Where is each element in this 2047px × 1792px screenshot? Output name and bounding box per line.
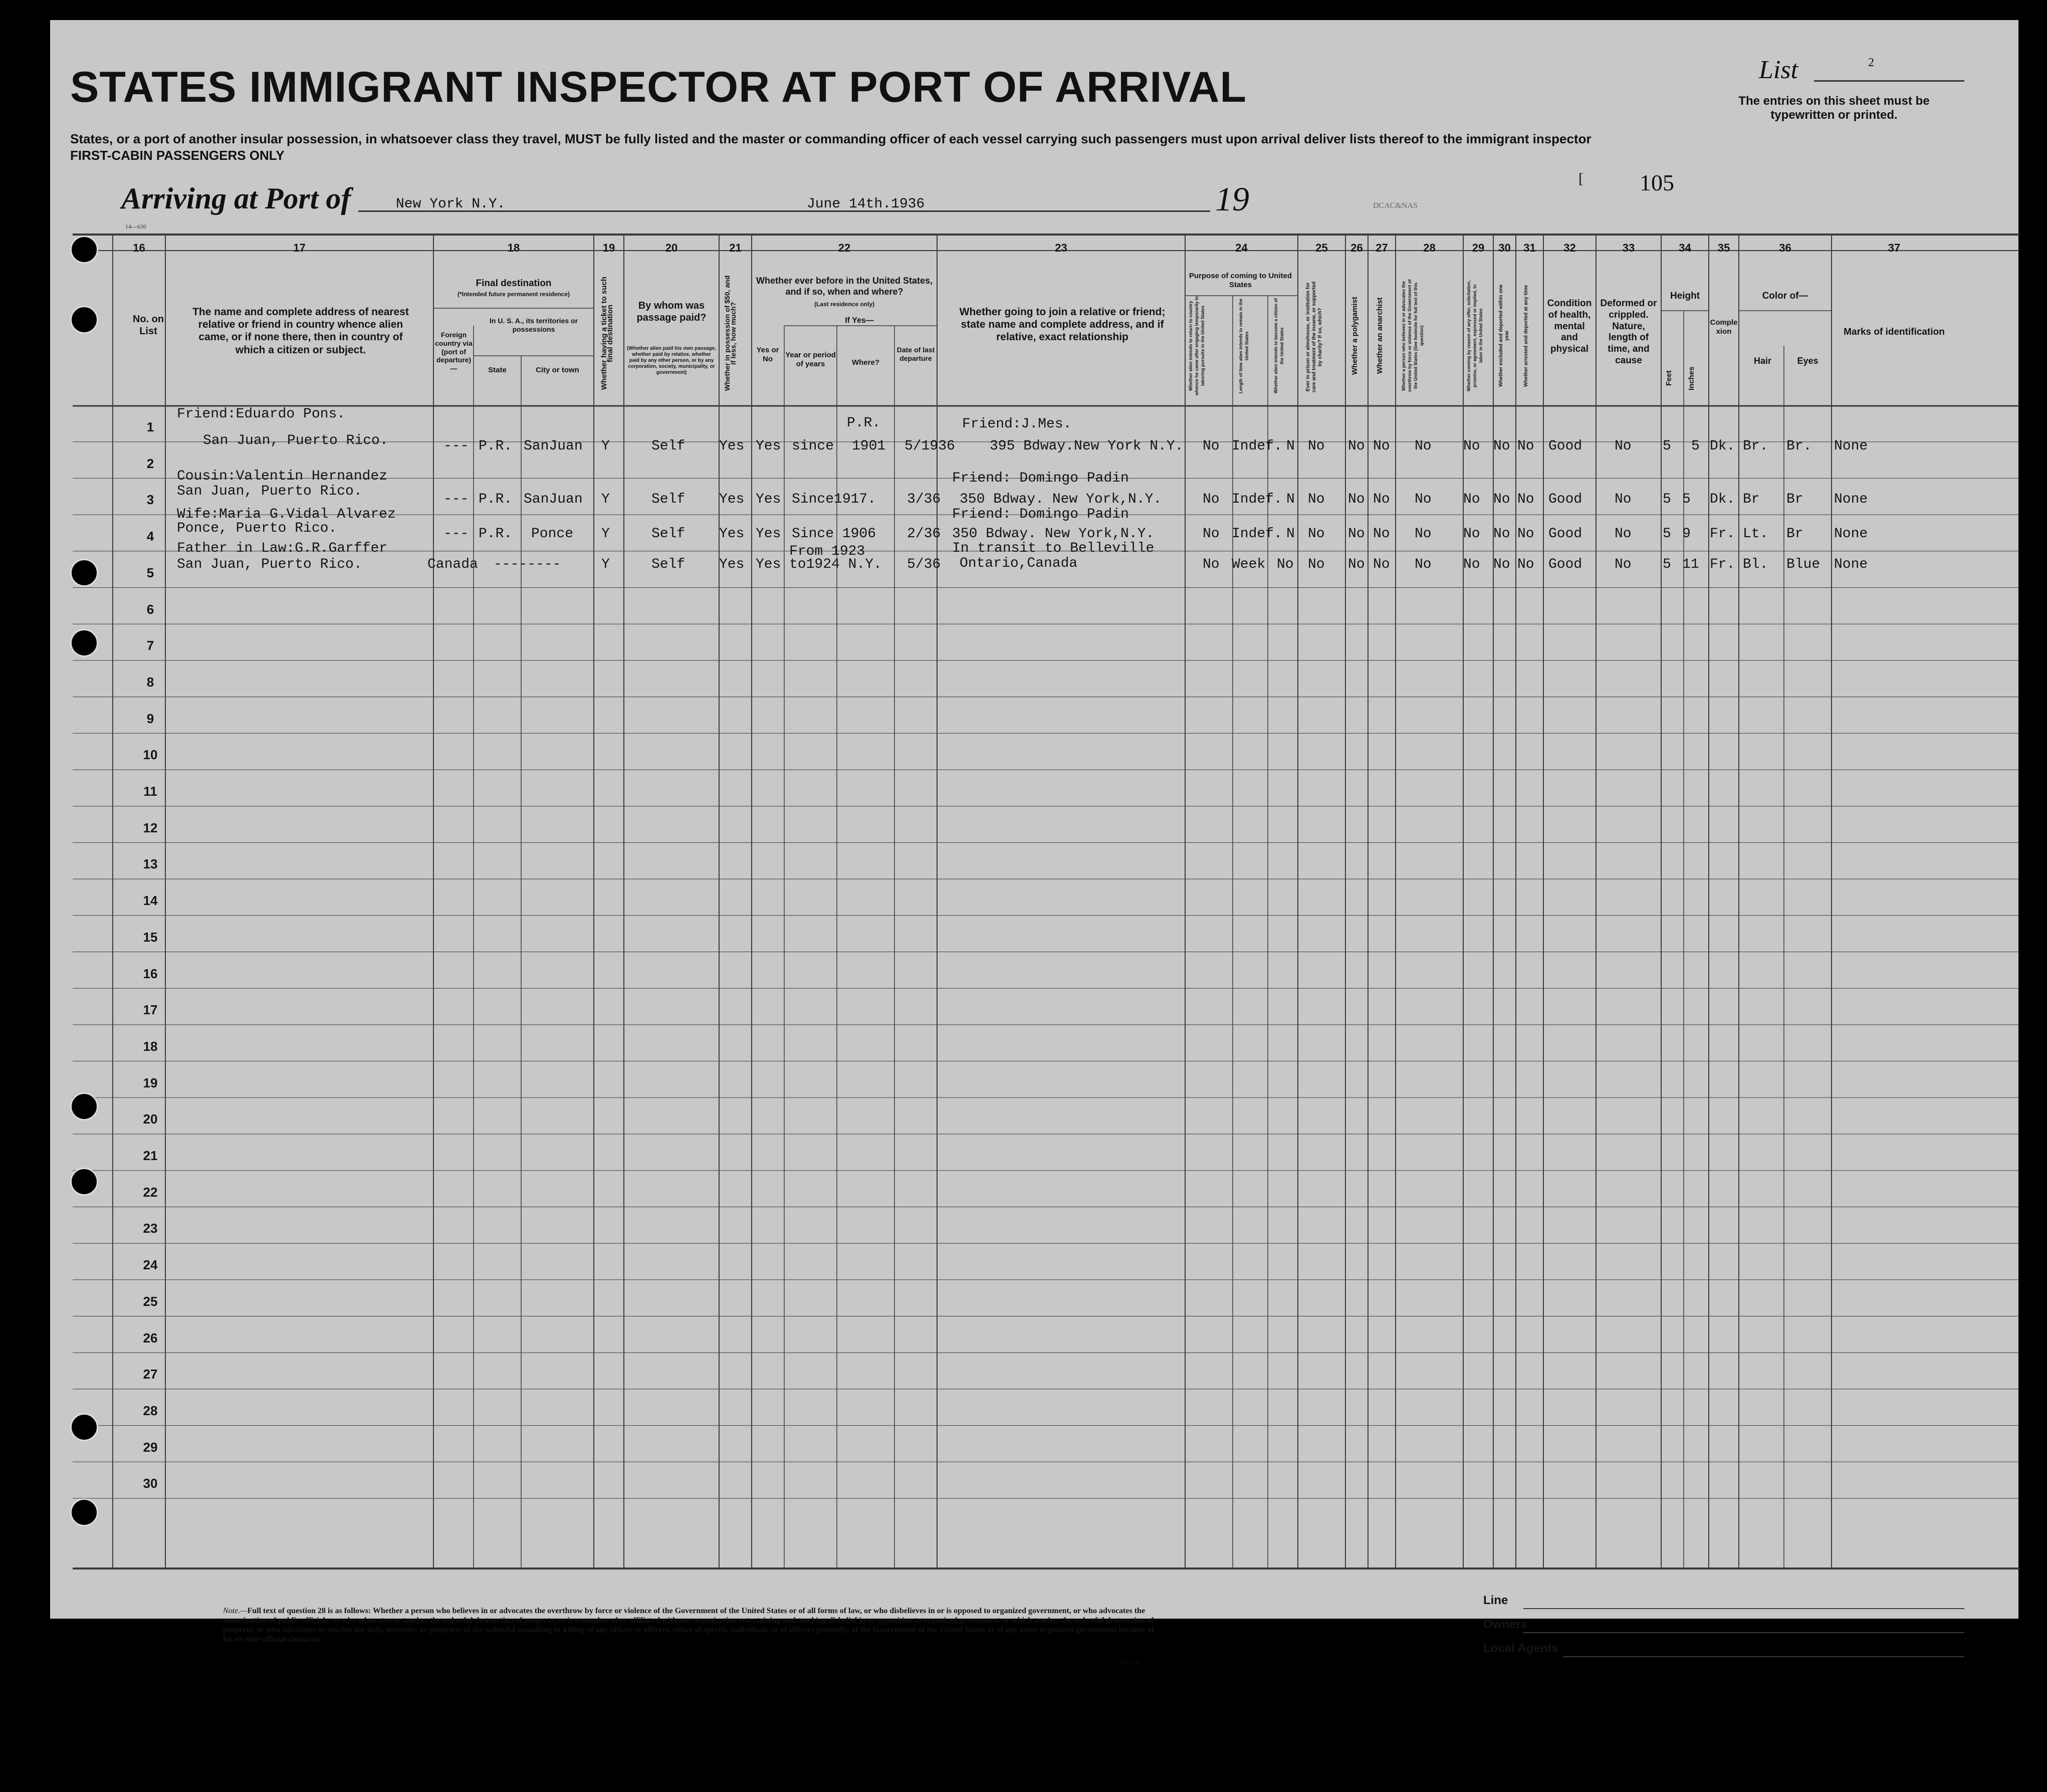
row2-hair: Br xyxy=(1743,492,1760,507)
row1-p24a: No xyxy=(1203,438,1220,454)
faint-stamp: DCAC&NAS xyxy=(1373,201,1418,210)
row4-p24c: No xyxy=(1277,557,1294,572)
row3-c30: No xyxy=(1493,526,1510,542)
colnum-25: 25 xyxy=(1315,242,1328,254)
form-number-top: 14—630 xyxy=(125,223,146,230)
row4-marks: None xyxy=(1834,557,1868,572)
row4-c28: No xyxy=(1415,557,1432,572)
row1-fifty: Yes xyxy=(719,438,745,454)
row4-eyes: Blue xyxy=(1786,557,1821,572)
row-number: 11 xyxy=(143,784,157,799)
row3-health: Good xyxy=(1548,526,1582,542)
owners-label: Owners xyxy=(1483,1618,1528,1631)
row2-c26: No xyxy=(1348,492,1365,507)
colnum-34: 34 xyxy=(1679,242,1691,254)
row3-c31: No xyxy=(1517,526,1534,542)
row1-health: Good xyxy=(1548,438,1582,454)
header-ever-before-note: (Last residence only) xyxy=(814,301,875,308)
colnum-27: 27 xyxy=(1376,242,1388,254)
row2-c31: No xyxy=(1517,492,1534,507)
row3-c25: No xyxy=(1308,526,1325,542)
header-purpose-a: Whether alien intends to return to country whence he came after engaging temporarily in laboring pursuits in the United States xyxy=(1188,296,1205,396)
row3-c29: No xyxy=(1463,526,1480,542)
row-number: 15 xyxy=(143,929,158,945)
row3-foreign: --- xyxy=(443,526,469,542)
row2-health: Good xyxy=(1548,492,1582,507)
header-passage-paid: By whom was passage paid? xyxy=(636,300,707,323)
row-number: 7 xyxy=(146,638,154,653)
row2-p24c: N xyxy=(1286,492,1295,507)
row4-c29: No xyxy=(1463,557,1480,572)
colnum-35: 35 xyxy=(1717,242,1730,254)
row4-ticket: Y xyxy=(601,557,610,572)
row2-join-address: 350 Bdway. New York,N.Y. xyxy=(960,492,1162,507)
row1-complexion: Dk. xyxy=(1710,438,1735,454)
row2-state: P.R. xyxy=(479,492,513,507)
list-label: List xyxy=(1759,56,1798,84)
header-eyes: Eyes xyxy=(1797,356,1818,366)
header-ever-before: Whether ever before in the United States, and if so, when and where? xyxy=(756,276,933,297)
row2-c28: No xyxy=(1415,492,1432,507)
row2-c27: No xyxy=(1373,492,1390,507)
row2-c30: No xyxy=(1493,492,1510,507)
row2-fifty: Yes xyxy=(719,492,745,507)
row1-c30: No xyxy=(1493,438,1510,454)
row3-p24a: No xyxy=(1203,526,1220,542)
header-last-departure: Date of last departure xyxy=(896,346,935,362)
row-number: 20 xyxy=(143,1111,158,1127)
row2-relative-name: Cousin:Valentin Hernandez xyxy=(177,469,388,484)
row1-feet: 5 xyxy=(1663,438,1671,454)
row-number: 6 xyxy=(146,601,154,617)
header-fifty-dollars: Whether in possession of $50, and if less, how much? xyxy=(723,275,737,391)
row3-complexion: Fr. xyxy=(1710,526,1735,542)
binder-hole xyxy=(70,306,98,334)
footnote-text: Full text of question 28 is as follows: Whether a person who believes in or advocates the overthrow by force or violence of the Government of the United States or of all forms of law, or who disbelieves in or is opposed to organized government, or who advocates the assassination of public officials, or who advocates or teaches the unlawful destruction of property, or is a member of or affiliated with any organization entertaining and teaching disbelief in or opposition to organized government or which teaches the unlawful destruction of property, or who advocates or teaches the duty, necessity, or propriety of the unlawful assaulting or killing of any officer or officers, either of specific individuals or of officers generally, of the Government of the United States or of any other organized government because of his or their official character. xyxy=(223,1607,1155,1644)
row4-join-name: In transit to Belleville xyxy=(952,541,1155,556)
colnum-23: 23 xyxy=(1055,242,1067,254)
row3-join-name: Friend: Domingo Padin xyxy=(952,507,1129,522)
row-number: 26 xyxy=(143,1330,158,1346)
row4-complexion: Fr. xyxy=(1710,557,1735,572)
row3-deformed: No xyxy=(1615,526,1632,542)
binder-hole xyxy=(70,559,98,587)
row1-c27: No xyxy=(1373,438,1390,454)
row1-c31: No xyxy=(1517,438,1534,454)
row-number: 2 xyxy=(146,456,154,471)
header-foreign-country: Foreign country via (port of departure)— xyxy=(435,331,473,373)
header-nearest-relative: The name and complete address of nearest relative or friend in country whence alien came, or if none there, then in country of which a citizen or subject. xyxy=(192,306,409,356)
row1-c25: No xyxy=(1308,438,1325,454)
row-number: 29 xyxy=(143,1439,158,1455)
row4-hair: Bl. xyxy=(1743,557,1768,572)
row4-c25: No xyxy=(1308,557,1325,572)
header-color-of: Color of— xyxy=(1762,291,1808,301)
typewritten-notice: The entries on this sheet must be typewritten or printed. xyxy=(1738,94,1930,122)
row3-inches: 9 xyxy=(1682,526,1691,542)
row2-paid: Self xyxy=(651,492,686,507)
row2-before: Yes xyxy=(756,492,781,507)
row2-c29: No xyxy=(1463,492,1480,507)
row1-hair: Br. xyxy=(1743,438,1768,454)
row-number: 18 xyxy=(143,1038,158,1054)
row2-period: Since1917. xyxy=(792,492,876,507)
header-complexion: Complexion xyxy=(1710,318,1738,336)
form-number-bottom: 14—630 xyxy=(1120,1659,1141,1666)
header-health: Condition of health, mental and physical xyxy=(1547,298,1592,355)
row3-marks: None xyxy=(1834,526,1868,542)
row2-foreign: --- xyxy=(443,492,469,507)
row3-hair: Lt. xyxy=(1743,526,1768,542)
row3-paid: Self xyxy=(651,526,686,542)
row-number: 9 xyxy=(146,711,154,726)
row2-city: SanJuan xyxy=(524,492,583,507)
header-final-destination-note: (*Intended future permanent residence) xyxy=(457,291,570,298)
colnum-20: 20 xyxy=(665,242,678,254)
header-state: State xyxy=(488,366,507,374)
arriving-label: Arriving at Port of xyxy=(121,182,351,215)
row1-ticket: Y xyxy=(601,438,610,454)
row1-foreign: --- xyxy=(443,438,469,454)
header-feet: Feet xyxy=(1665,370,1673,386)
row3-eyes: Br xyxy=(1786,526,1803,542)
binder-hole xyxy=(70,629,98,657)
header-no-on-list: No. on List xyxy=(132,314,164,337)
colnum-26: 26 xyxy=(1350,242,1363,254)
row-number: 22 xyxy=(143,1184,158,1200)
row-number: 30 xyxy=(143,1476,158,1491)
row-number: 27 xyxy=(143,1367,158,1382)
row-number: 19 xyxy=(143,1075,158,1090)
row1-join-address: 395 Bdway.New York N.Y. xyxy=(990,438,1184,454)
row2-lastdep: 3/36 xyxy=(907,492,941,507)
row4-paid: Self xyxy=(651,557,686,572)
row4-period: From 1923 xyxy=(789,544,865,559)
row1-c26: No xyxy=(1348,438,1365,454)
row-number: 5 xyxy=(146,565,154,580)
row1-relative-name: Friend:Eduardo Pons. xyxy=(177,406,346,422)
row-number: 25 xyxy=(143,1293,158,1309)
header-in-usa: In U. S. A., its territories or possessions xyxy=(489,317,578,333)
row-number: 17 xyxy=(143,1002,158,1018)
row-number: 10 xyxy=(143,747,158,763)
row4-feet: 5 xyxy=(1663,557,1671,572)
header-ticket: Whether having a ticket to such final destination xyxy=(600,277,614,390)
row1-inches: 5 xyxy=(1691,438,1700,454)
row2-deformed: No xyxy=(1615,492,1632,507)
row1-city: SanJuan xyxy=(524,438,583,454)
footnote-label: Note.— xyxy=(223,1607,248,1615)
row4-p24a: No xyxy=(1203,557,1220,572)
colnum-17: 17 xyxy=(293,242,306,254)
cabin-class-label: FIRST-CABIN PASSENGERS ONLY xyxy=(70,148,285,163)
row2-join-name: Friend: Domingo Padin xyxy=(952,471,1129,486)
page-title: STATES IMMIGRANT INSPECTOR AT PORT OF ARRIVAL xyxy=(70,63,1247,111)
row4-relative-name: Father in Law:G.R.Garffer xyxy=(177,541,388,556)
binder-hole xyxy=(70,1413,98,1441)
row4-relative-address: San Juan, Puerto Rico. xyxy=(177,557,362,572)
row3-relative-address: Ponce, Puerto Rico. xyxy=(177,521,337,536)
row1-c29: No xyxy=(1463,438,1480,454)
row2-c25: No xyxy=(1308,492,1325,507)
header-excluded: Whether excluded and deported within one year xyxy=(1498,284,1510,387)
colnum-19: 19 xyxy=(602,242,615,254)
row-number: 16 xyxy=(143,966,158,981)
row1-p24b: Indef. xyxy=(1232,438,1282,454)
row4-period-to: to1924 N.Y. xyxy=(789,557,882,572)
header-final-destination: Final destination xyxy=(476,278,552,289)
colnum-22: 22 xyxy=(838,242,851,254)
row3-p24b: Indef. xyxy=(1232,526,1282,542)
header-passage-paid-note: (Whether alien paid his own passage, whether paid by relative, whether paid by any other person, or by any corporation, society, municipality, or government) xyxy=(627,346,716,375)
row2-marks: None xyxy=(1834,492,1868,507)
header-if-yes: If Yes— xyxy=(845,316,874,325)
colnum-21: 21 xyxy=(729,242,742,254)
row2-ticket: Y xyxy=(601,492,610,507)
colnum-16: 16 xyxy=(133,242,145,254)
row1-state: P.R. xyxy=(479,438,513,454)
header-deformed: Deformed or crippled. Nature, length of time, and cause xyxy=(1600,298,1657,366)
row4-join-address: Ontario,Canada xyxy=(960,556,1078,571)
colnum-28: 28 xyxy=(1423,242,1436,254)
row4-c30: No xyxy=(1493,557,1510,572)
line-label: Line xyxy=(1483,1594,1508,1607)
row4-c31: No xyxy=(1517,557,1534,572)
row3-c26: No xyxy=(1348,526,1365,542)
row3-city: Ponce xyxy=(531,526,574,542)
header-anarchist: Whether an anarchist xyxy=(1376,297,1384,374)
row4-foreign: Canada xyxy=(427,557,478,572)
row-number: 3 xyxy=(146,492,154,508)
row-number: 28 xyxy=(143,1403,158,1418)
row2-relative-address: San Juan, Puerto Rico. xyxy=(177,484,362,499)
row1-c28: No xyxy=(1415,438,1432,454)
row4-state: -------- xyxy=(494,557,561,572)
header-going-to-join: Whether going to join a relative or friend; state name and complete address, and if relative, exact relationship xyxy=(959,306,1166,343)
date-value: June 14th.1936 xyxy=(807,196,925,212)
row1-before: Yes xyxy=(756,438,781,454)
year-prefix: 19 xyxy=(1215,180,1249,218)
header-purpose: Purpose of coming to United States xyxy=(1189,272,1292,289)
binder-hole xyxy=(70,236,98,264)
row4-p24b: Week xyxy=(1232,557,1266,572)
header-period: Year or period of years xyxy=(785,351,836,368)
row3-feet: 5 xyxy=(1663,526,1671,542)
row1-where-top: P.R. xyxy=(847,415,881,431)
port-value: New York N.Y. xyxy=(396,196,506,212)
header-yes-or-no: Yes or No xyxy=(756,346,779,363)
local-agents-label: Local Agents xyxy=(1483,1642,1558,1655)
row1-paid: Self xyxy=(651,438,686,454)
row-number: 8 xyxy=(146,674,154,690)
header-arrested: Whether arrested and deported at any time xyxy=(1523,285,1529,387)
row3-period: Since 1906 xyxy=(792,526,876,542)
page-ref-mark: [ xyxy=(1578,170,1583,187)
header-overthrow: Whether a person who believes in or advocates the overthrow by force or violence of the Government of the United States (See footnote for full text of this question) xyxy=(1401,279,1424,392)
row3-p24c: N xyxy=(1286,526,1295,542)
row3-before: Yes xyxy=(756,526,781,542)
header-prison: Ever in prison or almshouse, or institution for care and treatment of the insane, or supported by charity? If so, which? xyxy=(1305,281,1323,393)
row-number: 4 xyxy=(146,529,154,544)
row-number: 12 xyxy=(143,820,158,835)
row-number: 1 xyxy=(146,419,154,434)
row3-lastdep: 2/36 xyxy=(907,526,941,542)
row4-inches: 11 xyxy=(1682,557,1699,572)
row1-join-name: Friend:J.Mes. xyxy=(962,416,1072,432)
row1-lastdep: 5/1936 xyxy=(904,438,955,454)
row4-before: Yes xyxy=(756,557,781,572)
colnum-32: 32 xyxy=(1563,242,1576,254)
colnum-29: 29 xyxy=(1472,242,1485,254)
row-number: 21 xyxy=(143,1148,158,1163)
row2-eyes: Br xyxy=(1786,492,1803,507)
row4-lastdep: 5/36 xyxy=(907,557,941,572)
binder-hole xyxy=(70,1498,98,1526)
row2-complexion: Dk. xyxy=(1710,492,1735,507)
colnum-30: 30 xyxy=(1498,242,1511,254)
header-purpose-b: Length of time alien intends to remain in the United States xyxy=(1238,298,1249,393)
row1-p24c: N xyxy=(1286,438,1295,454)
row4-c27: No xyxy=(1373,557,1390,572)
colnum-31: 31 xyxy=(1523,242,1536,254)
row3-c27: No xyxy=(1373,526,1390,542)
row2-p24b: Indef. xyxy=(1232,492,1282,507)
row4-deformed: No xyxy=(1615,557,1632,572)
list-number: 2 xyxy=(1868,56,1874,69)
header-where: Where? xyxy=(851,358,879,367)
row3-ticket: Y xyxy=(601,526,610,542)
row4-health: Good xyxy=(1548,557,1582,572)
row3-c28: No xyxy=(1415,526,1432,542)
row-number: 14 xyxy=(143,893,158,909)
page-number: 105 xyxy=(1640,170,1674,195)
header-polygamist: Whether a polygamist xyxy=(1350,297,1359,375)
row3-state: P.R. xyxy=(479,526,513,542)
binder-hole xyxy=(70,1168,98,1196)
row3-fifty: Yes xyxy=(719,526,745,542)
header-hair: Hair xyxy=(1753,356,1771,366)
row2-p24a: No xyxy=(1203,492,1220,507)
row3-relative-name: Wife:Maria G.Vidal Alvarez xyxy=(177,507,396,522)
footnote xyxy=(223,1606,1160,1644)
row-number: 24 xyxy=(143,1257,158,1273)
colnum-24: 24 xyxy=(1235,242,1248,254)
row1-where: 1901 xyxy=(852,438,886,454)
row2-inches: 5 xyxy=(1682,492,1691,507)
row4-fifty: Yes xyxy=(719,557,745,572)
binder-hole xyxy=(70,1092,98,1121)
colnum-33: 33 xyxy=(1622,242,1635,254)
colnum-36: 36 xyxy=(1779,242,1791,254)
instructions-text: States, or a port of another insular possession, in whatsoever class they travel, MUST be fully listed and the master or commanding officer of each vessel carrying such passengers must upon arrival deliver lists thereof to the immigrant inspector xyxy=(70,131,1591,146)
row1-deformed: No xyxy=(1615,438,1632,454)
colnum-18: 18 xyxy=(507,242,520,254)
row1-period: since xyxy=(792,438,834,454)
row-number: 23 xyxy=(143,1221,158,1236)
row4-c26: No xyxy=(1348,557,1365,572)
header-inches: Inches xyxy=(1687,366,1696,390)
row2-feet: 5 xyxy=(1663,492,1671,507)
row-number: 13 xyxy=(143,856,158,872)
colnum-37: 37 xyxy=(1888,242,1901,254)
row1-eyes: Br. xyxy=(1786,438,1812,454)
header-marks: Marks of identification xyxy=(1844,327,1945,337)
header-city: City or town xyxy=(536,366,579,374)
header-purpose-c: Whether alien intends to become a citizen of the United States xyxy=(1273,298,1284,394)
row1-marks: None xyxy=(1834,438,1868,454)
row3-join-address: 350 Bdway. New York,N.Y. xyxy=(952,526,1155,542)
row1-relative-address: San Juan, Puerto Rico. xyxy=(203,433,388,449)
header-height: Height xyxy=(1670,291,1700,301)
header-offer-to-labor: Whether coming by reason of any offer, solicitation, promise, or agreement, expressed or implied, to labor in the United States xyxy=(1466,280,1483,391)
